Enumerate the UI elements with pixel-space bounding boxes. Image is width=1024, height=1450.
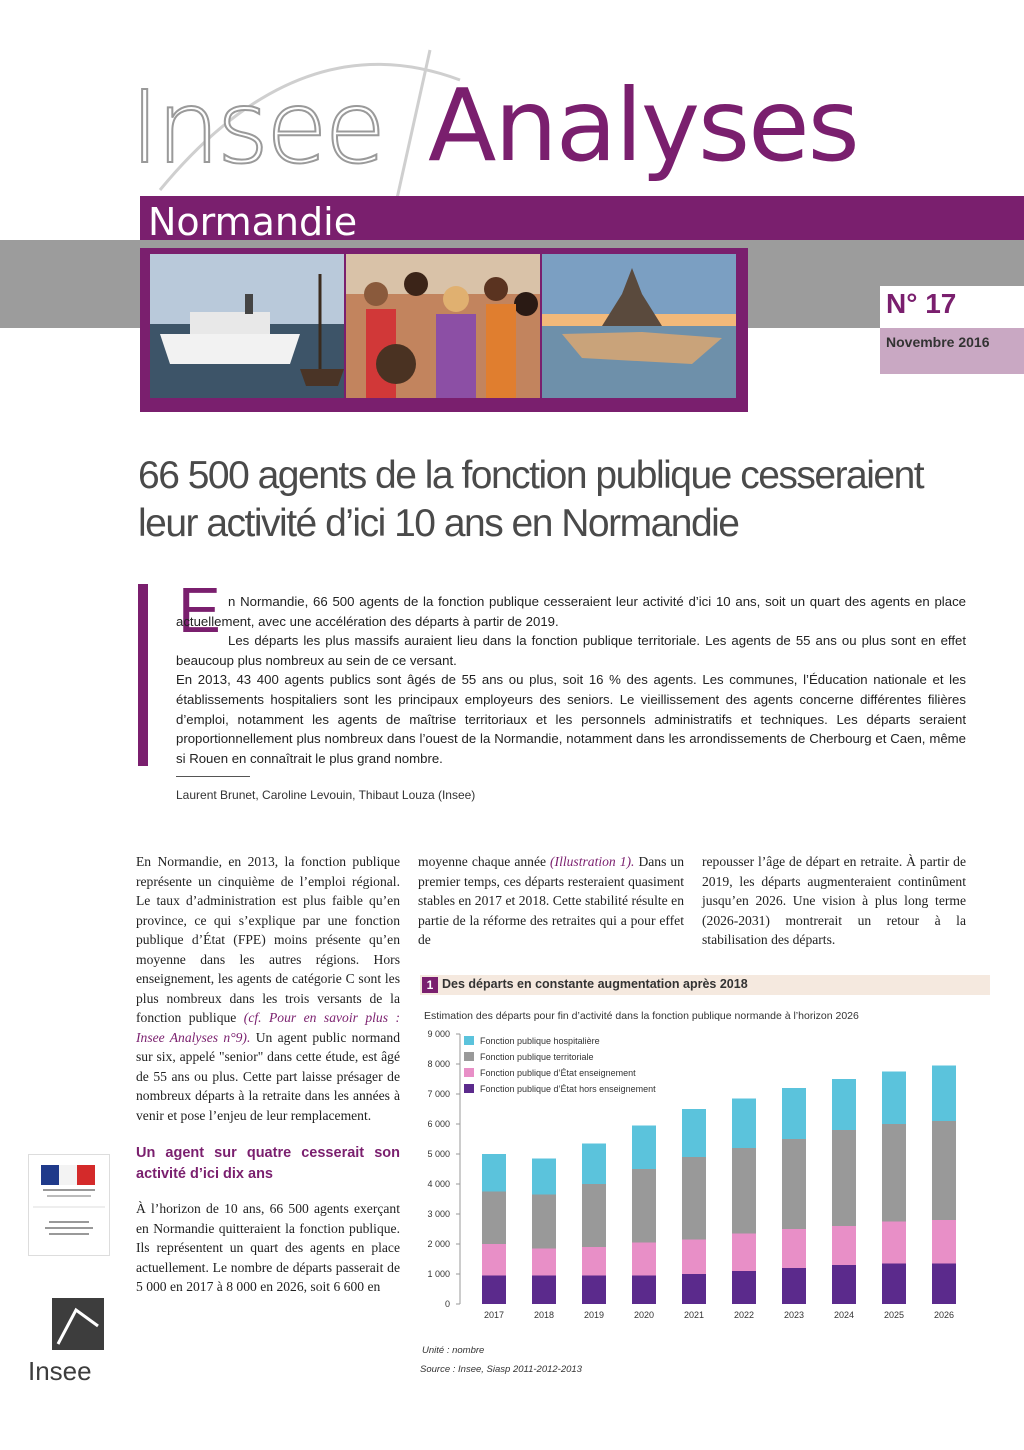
page-title: [138, 452, 958, 548]
column-2: [418, 852, 684, 950]
bar-segment: [582, 1184, 606, 1247]
legend-swatch: [464, 1084, 474, 1093]
abstract-paragraph-2: Les départs les plus massifs auraient lieu dans la fonction publique territoriale. Les agents de 55 ans ou plus sont en effet beaucoup plus nombreux au sein de ce versant.: [176, 633, 966, 668]
col2-text-b: Dans un premier temps, ces départs resteraient quasiment stables en 2017 et 2018. Cette stabilité résulte en partie de la réforme des retraites qui a pour effet de: [418, 854, 684, 947]
abstract: [176, 592, 966, 768]
bar-segment: [682, 1157, 706, 1240]
x-tick-label: 2019: [583, 1310, 605, 1320]
x-tick-label: 2020: [633, 1310, 655, 1320]
bar-segment: [582, 1247, 606, 1276]
legend-label: Fonction publique hospitalière: [480, 1036, 600, 1046]
chart-subtitle: Estimation des départs pour fin d’activité dans la fonction publique normande à l’horizon 2026: [424, 1010, 859, 1022]
bar-segment: [882, 1072, 906, 1125]
x-tick-label: 2021: [683, 1310, 705, 1320]
bar-segment: [782, 1268, 806, 1304]
bar-segment: [532, 1249, 556, 1276]
bar-segment: [732, 1234, 756, 1272]
bar-segment: [482, 1192, 506, 1245]
x-tick-label: 2024: [833, 1310, 855, 1320]
bar-segment: [732, 1099, 756, 1149]
bar-segment: [832, 1079, 856, 1130]
bar-segment: [832, 1130, 856, 1226]
bar-segment: [732, 1271, 756, 1304]
y-tick-label: 2 000: [427, 1239, 450, 1249]
issue-number: N° 17: [886, 288, 957, 319]
bar-segment: [782, 1139, 806, 1229]
col1-paragraph-1: [136, 852, 400, 1125]
y-tick-label: 9 000: [427, 1029, 450, 1039]
chart-number: 1: [422, 977, 438, 993]
see-also-link[interactable]: (cf. Pour en savoir plus : Insee Analyses n°9).: [136, 1010, 400, 1045]
column-1: [136, 852, 400, 1297]
bar-segment: [932, 1220, 956, 1264]
bar-segment: [682, 1109, 706, 1157]
y-tick-label: 0: [444, 1299, 450, 1309]
bar-segment: [582, 1276, 606, 1305]
col1-text-a: En Normandie, en 2013, la fonction publique représente un cinquième de l’emploi régional. Le taux d’administration est plus faible qu’en province, ce qui s’explique par une fonction publique d’État (FPE) moins présente qu’en moyenne dans les autres régions. Hors enseignement, les agents de catégorie C sont les plus nombreux dans les trois versants de la fonction publique: [136, 854, 400, 1025]
bar-segment: [532, 1195, 556, 1249]
col2-text-a: moyenne chaque année: [418, 854, 547, 869]
bar-segment: [632, 1243, 656, 1276]
bar-segment: [882, 1222, 906, 1264]
y-tick-label: 1 000: [427, 1269, 450, 1279]
bar-segment: [932, 1066, 956, 1122]
region-name: Normandie: [148, 200, 358, 244]
bar-segment: [932, 1264, 956, 1305]
bar-segment: [632, 1276, 656, 1305]
col3-paragraph: repousser l’âge de départ en retraite. À partir de 2019, les départs augmenteraient continûment jusqu’en 2026. Une vision à plus long terme (2026-2031) montrerait un retour à la stabilisation des départs.: [702, 854, 966, 947]
crowd-photo: [346, 254, 540, 398]
y-tick-label: 4 000: [427, 1179, 450, 1189]
authors: Laurent Brunet, Caroline Levouin, Thibaut Louza (Insee): [176, 788, 476, 802]
bar-segment: [832, 1265, 856, 1304]
x-tick-label: 2026: [933, 1310, 955, 1320]
mont-saint-michel-photo: [542, 254, 736, 398]
column-3: [702, 852, 966, 950]
bar-segment: [532, 1159, 556, 1195]
bar-segment: [632, 1169, 656, 1243]
bar-segment: [732, 1148, 756, 1234]
bar-segment: [482, 1276, 506, 1305]
title-line-2: leur activité d’ici 10 ans en Normandie: [138, 502, 739, 545]
republique-francaise-logo: [28, 1154, 110, 1256]
abstract-paragraph-3: En 2013, 43 400 agents publics sont âgés de 55 ans ou plus, soit 16 % des agents. Les communes, l’Éducation nationale et les établissements hospitaliers sont les principaux employeurs des seniors. Le vieillissement des agents concerne différentes filières d’emploi, notamment les agents de maîtrise territoriaux et les personnels administratifs et techniques. Les départs seraient proportionnellement plus nombreux dans l’ouest de la Normandie, notamment dans les arrondissements de Cherbourg et Caen, même si Rouen en connaîtrait le plus grand nombre.: [176, 672, 966, 766]
bar-segment: [882, 1124, 906, 1222]
section-heading: Un agent sur quatre cesserait son activité d’ici dix ans: [136, 1145, 400, 1182]
abstract-paragraph-1: n Normandie, 66 500 agents de la fonction publique cesseraient leur activité d’ici 10 ans, soit un quart des agents en place actuellement, avec une accélération des départs à partir de 2019.: [176, 594, 966, 629]
y-tick-label: 6 000: [427, 1119, 450, 1129]
y-tick-label: 3 000: [427, 1209, 450, 1219]
x-tick-label: 2022: [733, 1310, 755, 1320]
issue-date: Novembre 2016: [886, 334, 990, 350]
abstract-bar: [138, 584, 148, 766]
insee-logo-text: Insee: [28, 1356, 92, 1386]
stacked-bar-chart: [418, 1026, 968, 1346]
legend-swatch: [464, 1068, 474, 1077]
bar-segment: [682, 1240, 706, 1275]
brand-insee: Insee: [130, 69, 384, 186]
insee-logo: [28, 1296, 112, 1386]
chart-source: Source : Insee, Siasp 2011-2012-2013: [420, 1364, 582, 1375]
bar-segment: [532, 1276, 556, 1305]
drop-cap: E: [178, 574, 221, 646]
bar-segment: [882, 1264, 906, 1305]
x-tick-label: 2025: [883, 1310, 905, 1320]
y-tick-label: 8 000: [427, 1059, 450, 1069]
author-rule: [176, 776, 250, 777]
x-tick-label: 2017: [483, 1310, 505, 1320]
legend-swatch: [464, 1052, 474, 1061]
ferry-photo: [150, 254, 344, 398]
bar-segment: [482, 1244, 506, 1276]
col1-text-b: Un agent public normand sur six, appelé "senior" dans cette étude, est âgé de 55 ans ou plus. Cette part laisse présager de nombreux départs à la retraite dans les années à venir et pose l’enjeu de leur remplacement.: [136, 1029, 400, 1123]
illustration-link[interactable]: (Illustration 1).: [550, 854, 635, 869]
bar-segment: [782, 1088, 806, 1139]
bar-segment: [832, 1226, 856, 1265]
bar-segment: [932, 1121, 956, 1220]
legend-label: Fonction publique territoriale: [480, 1052, 594, 1062]
brand-analyses: Analyses: [428, 67, 858, 184]
bar-segment: [782, 1229, 806, 1268]
chart-unit: Unité : nombre: [422, 1345, 485, 1356]
chart-title: Des départs en constante augmentation après 2018: [442, 977, 748, 991]
title-line-1: 66 500 agents de la fonction publique cesseraient: [138, 454, 924, 497]
bar-segment: [582, 1144, 606, 1185]
bar-segment: [682, 1274, 706, 1304]
y-tick-label: 7 000: [427, 1089, 450, 1099]
bar-segment: [482, 1154, 506, 1192]
x-tick-label: 2018: [533, 1310, 555, 1320]
legend-label: Fonction publique d’État enseignement: [480, 1068, 636, 1078]
col1-paragraph-2: À l’horizon de 10 ans, 66 500 agents exerçant en Normandie quitteraient la fonction publique. Ils représentent un quart des agents en place actuellement. Le nombre de départs passerait de 5 000 en 2017 à 8 000 en 2026, soit 6 600 en: [136, 1201, 400, 1294]
x-tick-label: 2023: [783, 1310, 805, 1320]
bar-segment: [632, 1126, 656, 1170]
y-tick-label: 5 000: [427, 1149, 450, 1159]
legend-swatch: [464, 1036, 474, 1045]
legend-label: Fonction publique d’État hors enseignement: [480, 1084, 656, 1094]
